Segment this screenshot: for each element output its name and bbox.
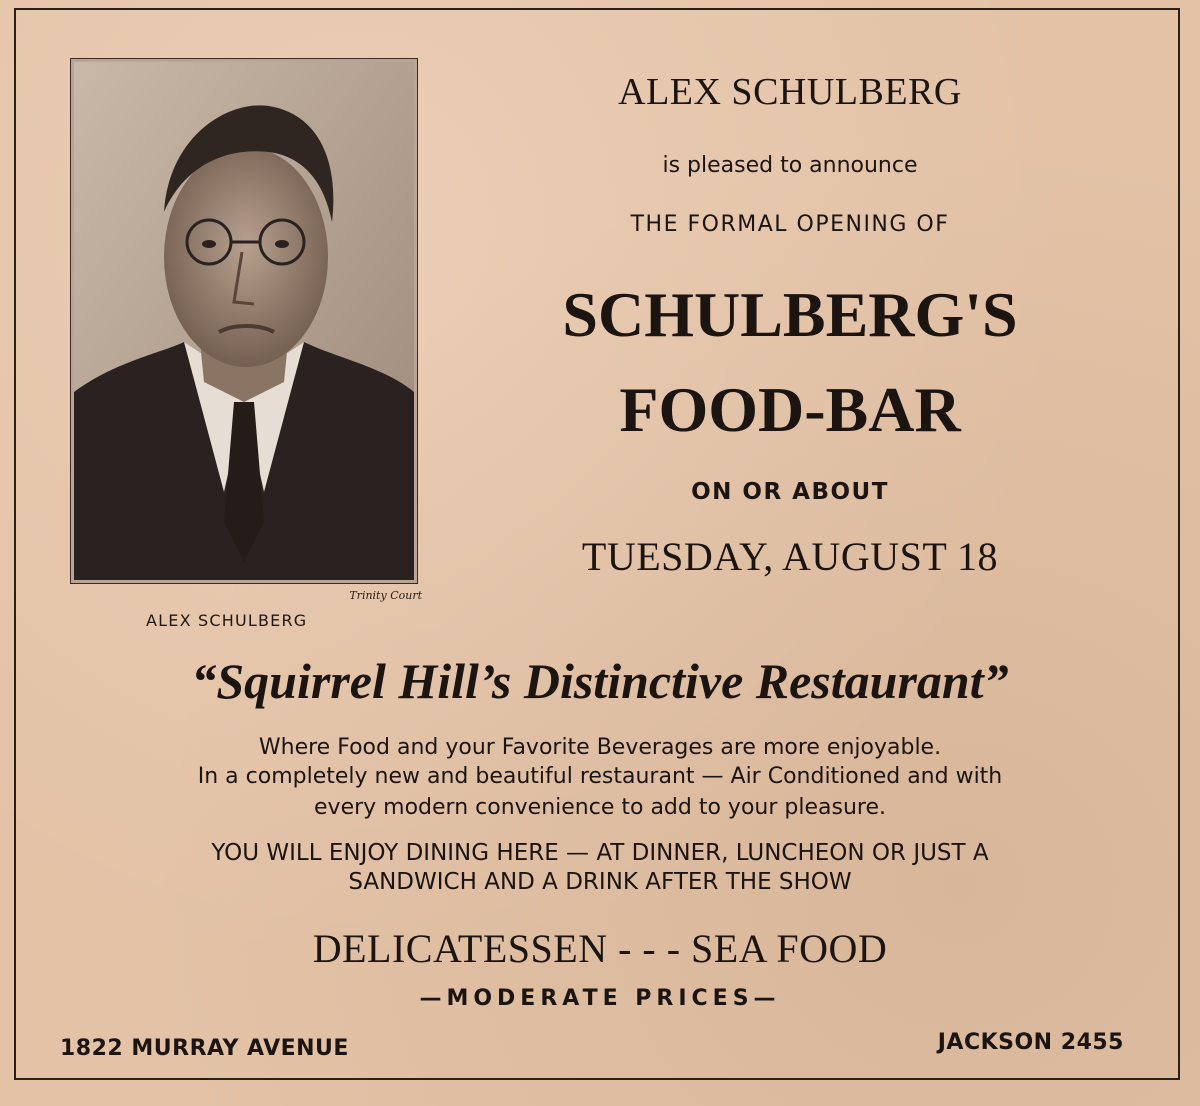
portrait-photo [70,58,418,584]
body-line: every modern convenience to add to your pleasure. [314,795,886,820]
photo-credit: Trinity Court [349,589,422,602]
restaurant-name-line2: FOOD-BAR [619,374,961,445]
portrait-image [74,62,414,580]
phone-number: JACKSON 2455 [937,1030,1124,1055]
formal-opening-line: THE FORMAL OPENING OF [630,212,950,237]
owner-name: ALEX SCHULBERG [618,71,962,113]
photo-caption: ALEX SCHULBERG [146,611,308,630]
body-line: In a completely new and beautiful restaurant — Air Conditioned and with [197,764,1003,789]
address: 1822 MURRAY AVENUE [60,1036,349,1061]
announce-line: is pleased to announce [662,153,918,178]
slogan: “Squirrel Hill’s Distinctive Restaurant” [191,653,1009,709]
opening-date: TUESDAY, AUGUST 18 [581,534,999,579]
restaurant-name-line1: SCHULBERG'S [562,279,1018,350]
dining-line: YOU WILL ENJOY DINING HERE — AT DINNER, LUNCHEON OR JUST A [211,840,989,866]
on-or-about: ON OR ABOUT [691,479,889,505]
dining-line: SANDWICH AND A DRINK AFTER THE SHOW [348,869,852,895]
body-line: Where Food and your Favorite Beverages are more enjoyable. [258,735,942,760]
specialties: DELICATESSEN - - - SEA FOOD [312,926,888,971]
moderate-prices: —MODERATE PRICES— [419,986,781,1011]
